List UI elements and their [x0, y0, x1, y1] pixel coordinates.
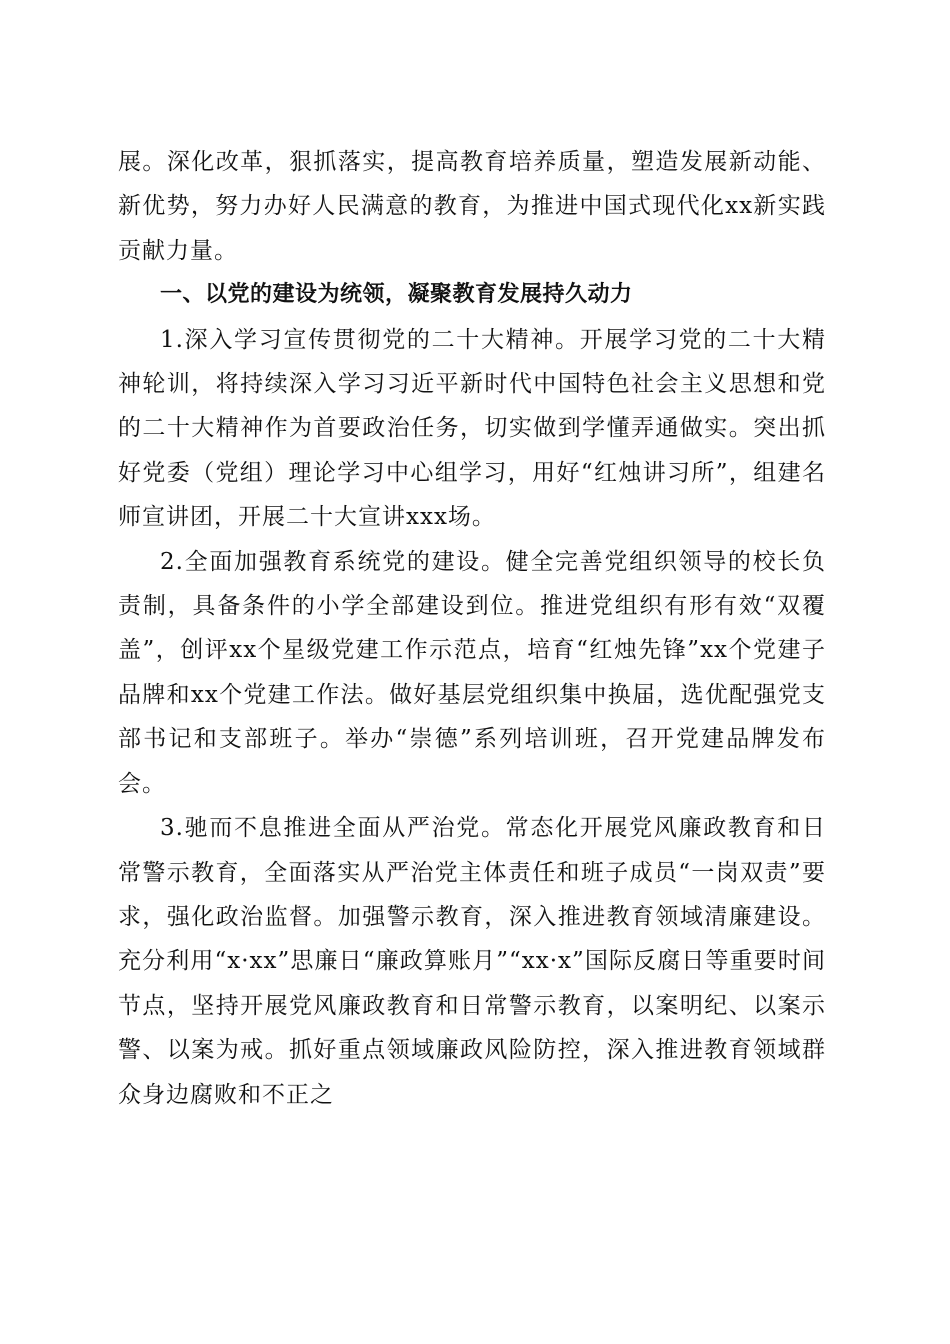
paragraph-item-2: 2.全面加强教育系统党的建设。健全完善党组织领导的校长负责制，具备条件的小学全部建设到位。推进党组织有形有效“双覆盖”，创评xx个星级党建工作示范点，培育“红烛先锋”xx个党建子品牌和xx个党建工作法。做好基层党组织集中换届，选优配强党支部书记和支部班子。举办“崇德”系列培训班，召开党建品牌发布会。 [118, 548, 826, 797]
paragraph-item-1: 1.深入学习宣传贯彻党的二十大精神。开展学习党的二十大精神轮训，将持续深入学习习近平新时代中国特色社会主义思想和党的二十大精神作为首要政治任务，切实做到学懂弄通做实。突出抓好党委（党组）理论学习中心组学习，用好“红烛讲习所”，组建名师宣讲团，开展二十大宣讲xxx场。 [118, 326, 826, 531]
paragraph-continuation: 展。深化改革，狠抓落实，提高教育培养质量，塑造发展新动能、新优势，努力办好人民满意的教育，为推进中国式现代化xx新实践贡献力量。 [118, 149, 826, 264]
paragraph-item-3: 3.驰而不息推进全面从严治党。常态化开展党风廉政教育和日常警示教育，全面落实从严治党主体责任和班子成员“一岗双责”要求，强化政治监督。加强警示教育，深入推进教育领域清廉建设。充分利用“x·xx”思廉日“廉政算账月”“xx·x”国际反腐日等重要时间节点，坚持开展党风廉政教育和日常警示教育，以案明纪、以案示警、以案为戒。抓好重点领域廉政风险防控，深入推进教育领域群众身边腐败和不正之 [118, 815, 826, 1108]
section-heading: 一、以党的建设为统领，凝聚教育发展持久动力 [160, 282, 633, 308]
document-body [118, 140, 826, 1117]
